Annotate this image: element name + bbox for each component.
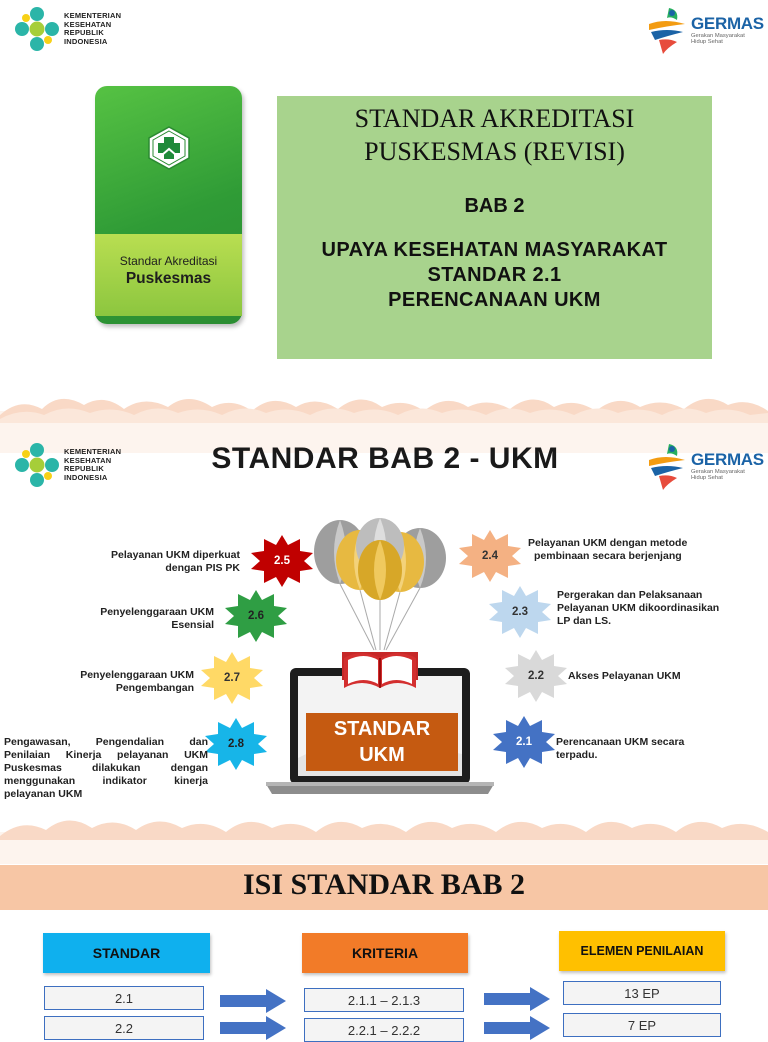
- cell-value: 2.1.1 – 2.1.3: [347, 992, 421, 1008]
- badge-2-6: [224, 590, 288, 642]
- bab-label: BAB 2: [464, 195, 525, 217]
- kemenkes-line: KESEHATAN: [64, 19, 112, 29]
- column-header-elemen-penilaian: [559, 931, 725, 971]
- germas-figure-icon: [645, 440, 689, 492]
- right-arrow-icon: [220, 1016, 286, 1040]
- germas-sub-1: Gerakan Masyarakat: [691, 32, 745, 39]
- badge-label-line: Perencanaan UKM secara: [556, 736, 685, 748]
- badge-label-line: Esensial: [171, 619, 214, 631]
- germas-sub-1: Gerakan Masyarakat: [691, 468, 745, 475]
- column-header-standar: [43, 933, 210, 973]
- kemenkes-line: REPUBLIK: [64, 28, 104, 37]
- badge-label-line: Akses Pelayanan UKM: [568, 670, 681, 682]
- badge-label-line: Penyelenggaraan UKM: [80, 669, 194, 681]
- badge-label-line: Pelayanan UKM dengan metode: [528, 537, 688, 549]
- badge-label-line: Puskesmas dilakukan dengan: [4, 762, 208, 774]
- main-title-line: PUSKESMAS (REVISI): [364, 137, 625, 166]
- kemenkes-emblem-icon: [14, 6, 60, 52]
- book-cover: [95, 86, 242, 324]
- badge-label-line: Pergerakan dan Pelaksanaan: [557, 589, 703, 601]
- kemenkes-line: KEMENTERIAN: [64, 447, 122, 456]
- book-line-1: Standar Akreditasi: [119, 254, 218, 268]
- cell-value: 7 EP: [627, 1017, 657, 1033]
- column-header-kriteria: [302, 933, 468, 973]
- column-header-label: ELEMEN PENILAIAN: [580, 944, 704, 958]
- badge-2-7: [200, 652, 264, 704]
- badge-num: 2.5: [274, 555, 290, 567]
- badge-label-line: pembinaan secara berjenjang: [534, 550, 682, 562]
- subtitle: [277, 238, 712, 313]
- right-arrow-icon: [484, 987, 550, 1011]
- germas-sub-2: Hidup Sehat: [691, 39, 723, 45]
- badge-label-line: menggunakan indikator kinerja: [4, 775, 208, 787]
- badge-2-8: [204, 718, 268, 770]
- kemenkes-line: KEMENTERIAN: [64, 11, 122, 20]
- badge-num: 2.3: [512, 606, 528, 618]
- kemenkes-logo: [14, 6, 121, 52]
- subtitle-line: UPAYA KESEHATAN MASYARAKAT: [321, 239, 668, 261]
- badge-label-line: Pengembangan: [115, 682, 194, 694]
- badge-label-2-7: [30, 669, 194, 695]
- badge-label-2-5: [60, 549, 240, 575]
- badge-num: 2.1: [516, 736, 532, 748]
- badge-num: 2.4: [482, 550, 498, 562]
- kemenkes-line: INDONESIA: [64, 472, 108, 482]
- badge-2-5: [250, 535, 314, 587]
- standar-cell: [44, 1016, 204, 1040]
- badge-label-line: Pengawasan, Pengendalian dan: [4, 736, 208, 748]
- kemenkes-emblem-icon: [14, 442, 60, 488]
- badge-label-2-4: [528, 537, 728, 563]
- badge-label-line: terpadu.: [556, 749, 598, 761]
- main-title-line: STANDAR AKREDITASI: [354, 104, 635, 133]
- subtitle-line: PERENCANAAN UKM: [388, 289, 601, 311]
- germas-sub-2: Hidup Sehat: [691, 475, 723, 481]
- badge-label-2-1: [556, 736, 746, 762]
- elemen-cell: [563, 981, 721, 1005]
- badge-label-2-6: [40, 606, 214, 632]
- kemenkes-wordmark: [64, 448, 121, 482]
- cell-value: 2.2: [114, 1020, 134, 1036]
- book-line-2: Puskesmas: [125, 270, 212, 287]
- cell-value: 2.1: [114, 990, 134, 1006]
- right-arrow-icon: [220, 989, 286, 1013]
- kemenkes-wordmark: [64, 12, 121, 46]
- column-header-label: STANDAR: [92, 945, 161, 961]
- badge-label-line: Pelayanan UKM dikoordinasikan: [557, 602, 720, 614]
- badge-2-4: [458, 530, 522, 582]
- badge-2-3: [488, 586, 552, 638]
- badge-label-line: Penilaian Kinerja pelayanan UKM: [4, 749, 208, 761]
- title-box: [277, 96, 712, 359]
- germas-name: GERMAS: [691, 13, 764, 33]
- badge-label-2-3: [557, 589, 757, 628]
- cell-value: 2.2.1 – 2.2.2: [347, 1022, 421, 1038]
- balloons-icon: [314, 518, 446, 650]
- kriteria-cell: [304, 988, 464, 1012]
- kriteria-cell: [304, 1018, 464, 1042]
- center-label-line: STANDAR: [333, 718, 431, 740]
- badge-2-2: [504, 650, 568, 702]
- slide3-title: ISI STANDAR BAB 2: [242, 868, 525, 901]
- badge-2-1: [492, 716, 556, 768]
- right-arrow-icon: [484, 1016, 550, 1040]
- standar-cell: [44, 986, 204, 1010]
- germas-logo: [645, 4, 764, 56]
- health-cross-icon: [147, 126, 191, 170]
- badge-label-line: pelayanan UKM: [4, 788, 83, 800]
- elemen-cell: [563, 1013, 721, 1037]
- center-label-line: UKM: [359, 744, 405, 766]
- badge-num: 2.8: [228, 738, 244, 750]
- badge-label-2-2: [568, 670, 748, 683]
- slide2-title: STANDAR BAB 2 - UKM: [211, 442, 559, 475]
- kemenkes-line: KESEHATAN: [64, 455, 112, 465]
- main-title: [277, 102, 712, 168]
- cloud-divider-bottom: [0, 806, 768, 864]
- badge-num: 2.2: [528, 670, 544, 682]
- germas-logo-2: [645, 440, 764, 492]
- kemenkes-line: REPUBLIK: [64, 464, 104, 473]
- germas-figure-icon: [645, 4, 689, 56]
- cell-value: 13 EP: [624, 985, 660, 1001]
- center-label: [306, 716, 458, 768]
- badge-num: 2.7: [224, 672, 240, 684]
- column-header-label: KRITERIA: [351, 945, 419, 961]
- badge-label-2-8: [4, 736, 208, 801]
- open-book-icon: [342, 652, 418, 688]
- kemenkes-logo-2: [14, 442, 121, 488]
- kemenkes-line: INDONESIA: [64, 36, 108, 46]
- badge-num: 2.6: [248, 610, 264, 622]
- badge-label-line: LP dan LS.: [557, 615, 612, 627]
- germas-name: GERMAS: [691, 449, 764, 469]
- subtitle-line: STANDAR 2.1: [427, 264, 562, 286]
- badge-label-line: Pelayanan UKM diperkuat: [111, 549, 240, 561]
- badge-label-line: Penyelenggaraan UKM: [100, 606, 214, 618]
- book-band: [95, 234, 242, 316]
- badge-label-line: dengan PIS PK: [165, 562, 240, 574]
